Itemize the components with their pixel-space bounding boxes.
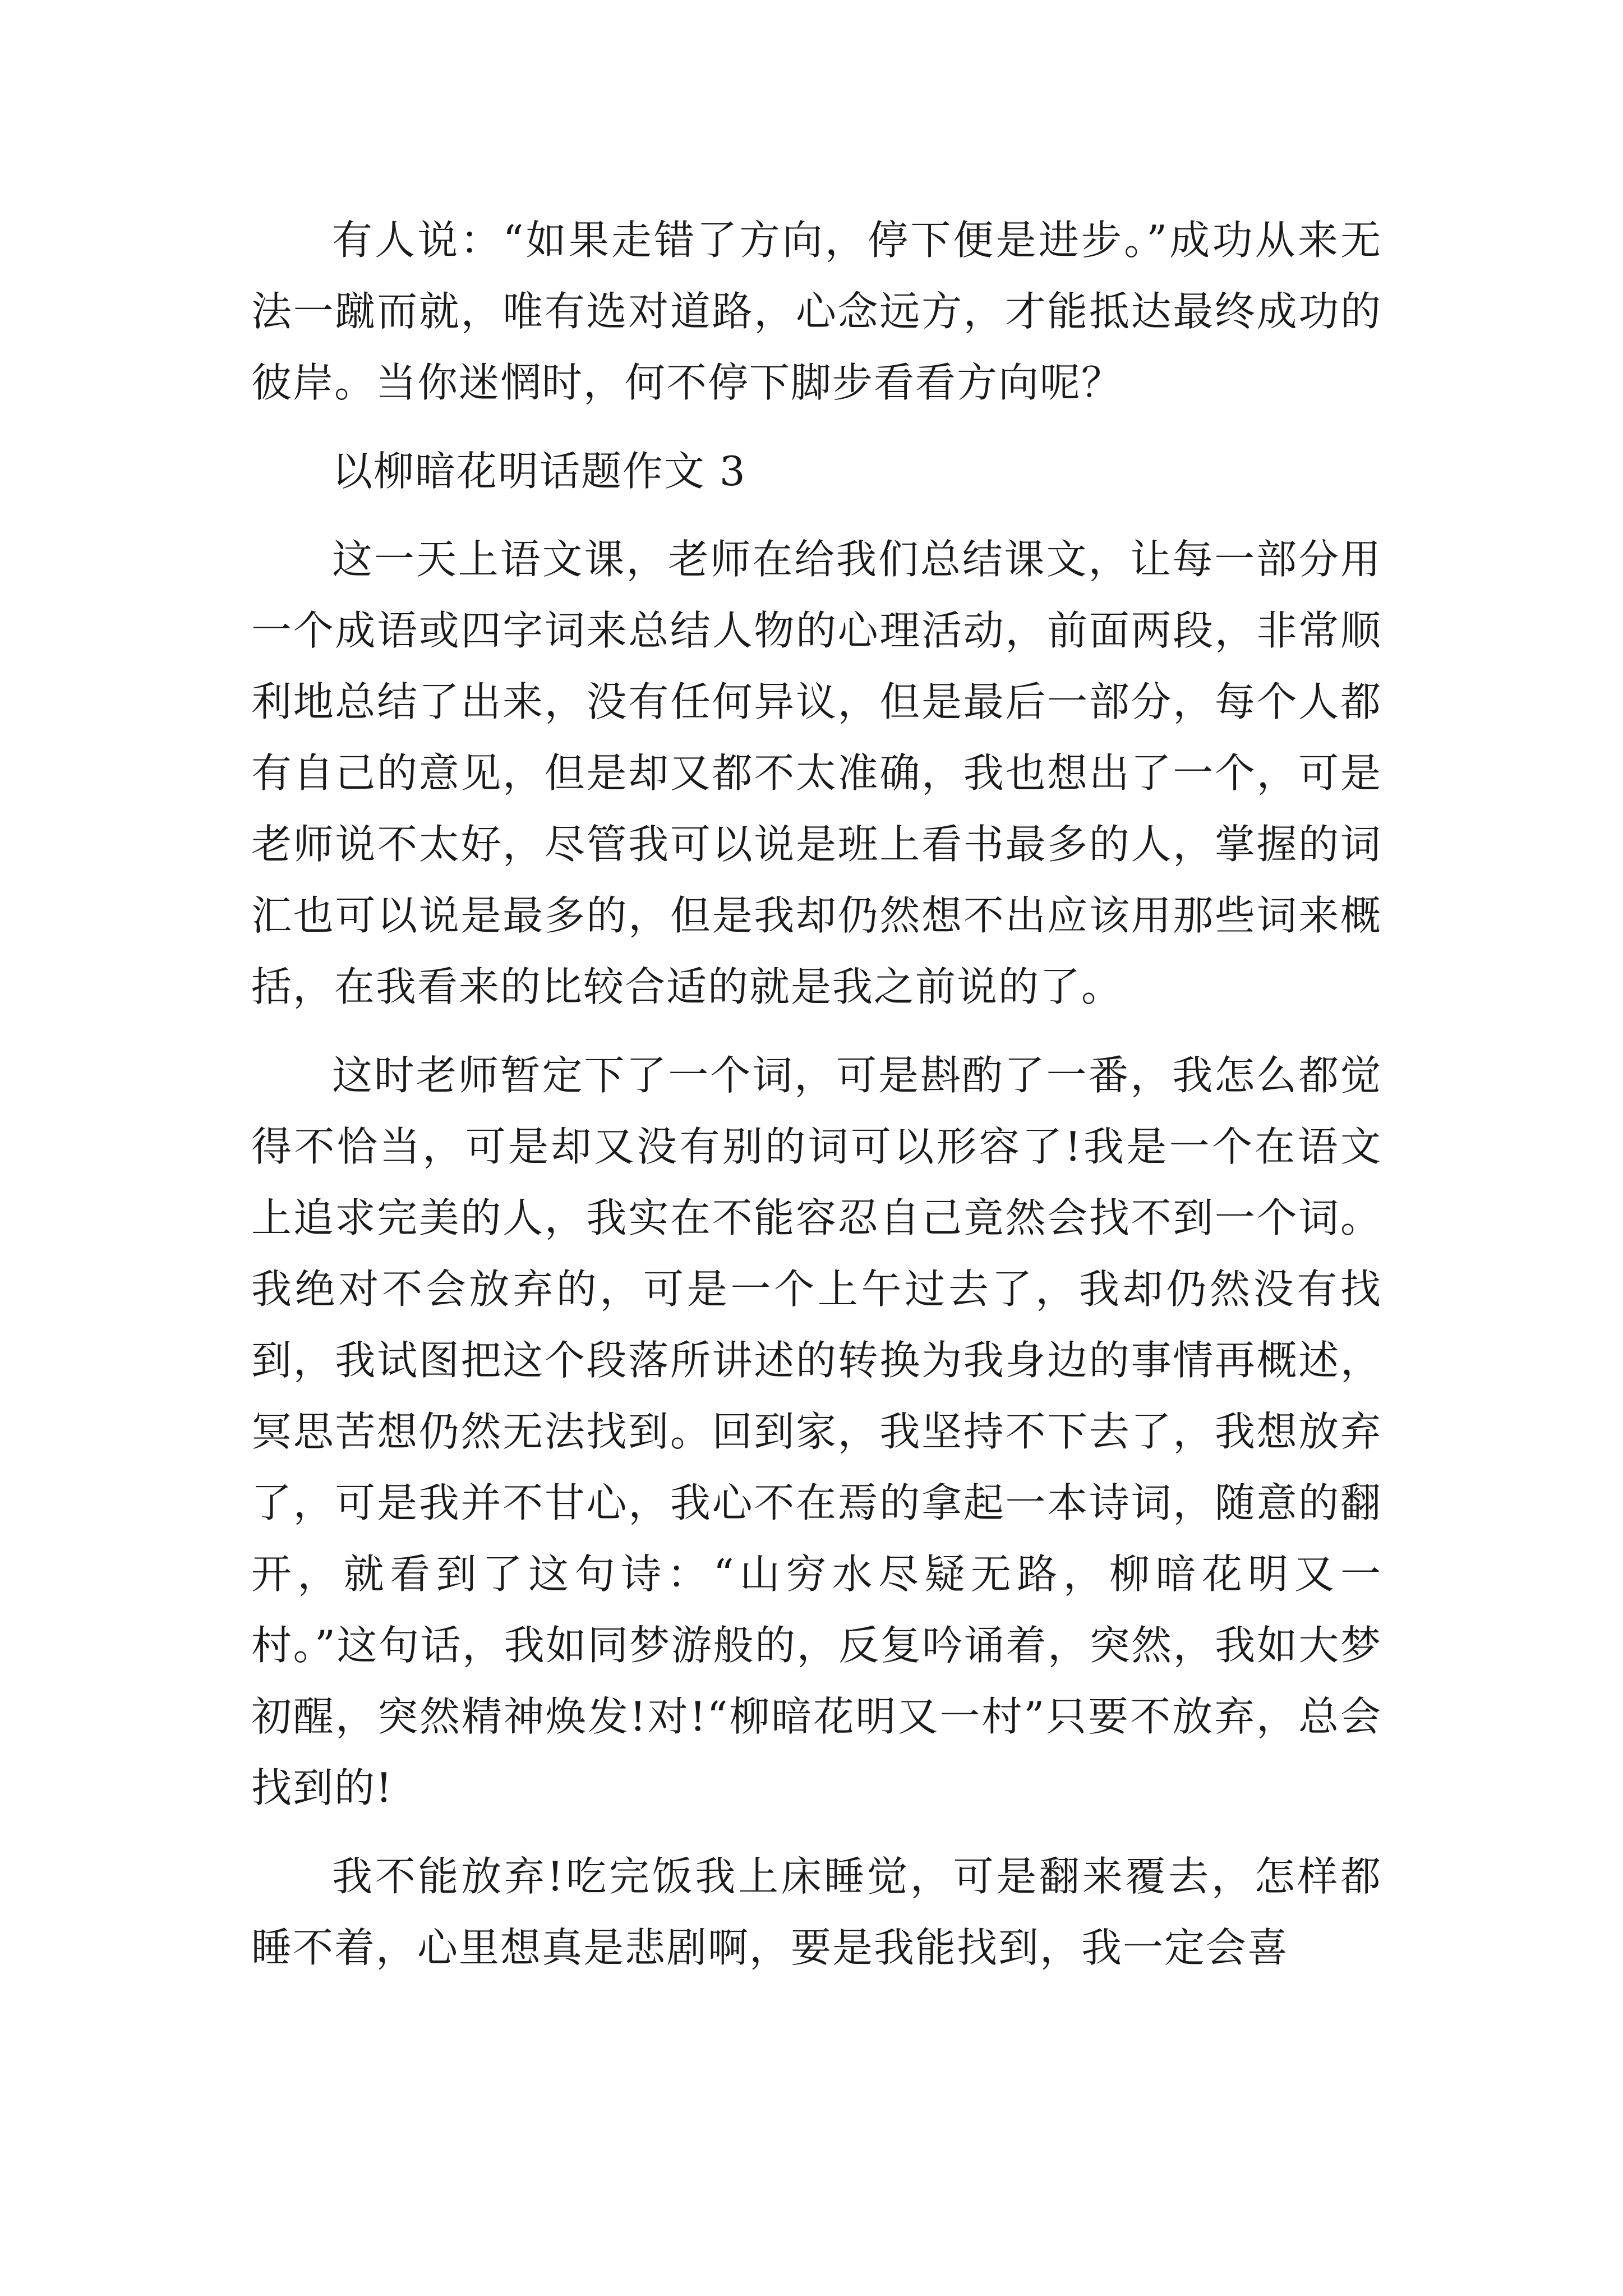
document-page <box>251 205 1382 2001</box>
paragraph-not-giving-up: 我不能放弃!吃完饭我上床睡觉，可是翻来覆去，怎样都睡不着，心里想真是悲剧啊，要是我能找到，我一定会喜 <box>251 1853 1382 1971</box>
paragraph-conclusion: 有人说：“如果走错了方向，停下便是进步。”成功从来无法一蹴而就，唯有选对道路，心念远方，才能抵达最终成功的彼岸。当你迷惘时，何不停下脚步看看方向呢？ <box>251 217 1382 406</box>
paragraph-class-summary: 这一天上语文课，老师在给我们总结课文，让每一部分用一个成语或四字词来总结人物的心理活动，前面两段，非常顺利地总结了出来，没有任何异议，但是最后一部分，每个人都有自己的意见，但是却又都不太准确，我也想出了一个，可是老师说不太好，尽管我可以说是班上看书最多的人，掌握的词汇也可以说是最多的，但是我却仍然想不出应该用那些词来概括，在我看来的比较合适的就是我之前说的了。 <box>251 536 1382 1010</box>
essay-heading: 以柳暗花明话题作文 3 <box>332 448 746 495</box>
paragraph-searching-word: 这时老师暂定下了一个词，可是斟酌了一番，我怎么都觉得不恰当，可是却又没有别的词可以形容了!我是一个在语文上追求完美的人，我实在不能容忍自己竟然会找不到一个词。我绝对不会放弃的，可是一个上午过去了，我却仍然没有找到，我试图把这个段落所讲述的转换为我身边的事情再概述，冥思苦想仍然无法找到。回到家，我坚持不下去了，我想放弃了，可是我并不甘心，我心不在焉的拿起一本诗词，随意的翻开，就看到了这句诗：“山穷水尽疑无路，柳暗花明又一村。”这句话，我如同梦游般的，反复吟诵着，突然，我如大梦初醒，突然精神焕发!对!“柳暗花明又一村”只要不放弃，总会找到的! <box>251 1052 1382 1811</box>
